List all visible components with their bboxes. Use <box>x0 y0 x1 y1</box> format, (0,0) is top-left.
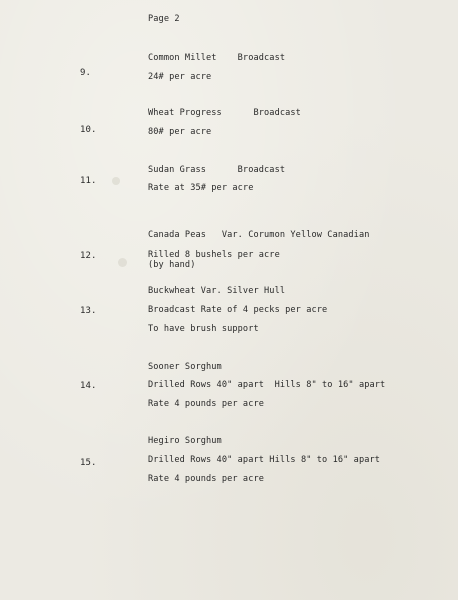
entry-number-12: 12. <box>80 251 97 261</box>
entry-13-line-2: Broadcast Rate of 4 pecks per acre <box>148 305 328 315</box>
paper-blemish <box>112 177 120 185</box>
page-label: Page 2 <box>148 14 180 24</box>
entry-number-14: 14. <box>80 381 97 391</box>
entry-14-line-3: Rate 4 pounds per acre <box>148 399 265 409</box>
entry-13-line-1: Buckwheat Var. Silver Hull <box>148 286 286 296</box>
entry-10-line-1: Wheat Progress Broadcast <box>148 108 301 118</box>
entry-number-10: 10. <box>80 125 97 135</box>
entry-15-line-3: Rate 4 pounds per acre <box>148 474 265 484</box>
entry-9-line-2: 24# per acre <box>148 72 212 82</box>
entry-12-line-1: Canada Peas Var. Corumon Yellow Canadian <box>148 230 370 240</box>
entry-11-line-1: Sudan Grass Broadcast <box>148 165 286 175</box>
entry-10-line-2: 80# per acre <box>148 127 212 137</box>
entry-number-15: 15. <box>80 458 97 468</box>
entry-12-line-2: Rilled 8 bushels per acre <box>148 250 280 260</box>
entry-number-11: 11. <box>80 176 97 186</box>
paper-blemish <box>118 258 127 267</box>
entry-13-line-3: To have brush support <box>148 324 259 334</box>
entry-number-9: 9. <box>80 68 92 78</box>
entry-14-line-1: Sooner Sorghum <box>148 362 222 372</box>
entry-11-line-2: Rate at 35# per acre <box>148 183 254 193</box>
entry-15-line-2: Drilled Rows 40" apart Hills 8" to 16" apart <box>148 455 381 465</box>
entry-9-line-1: Common Millet Broadcast <box>148 53 286 63</box>
entry-14-line-2: Drilled Rows 40" apart Hills 8" to 16" apart <box>148 380 386 390</box>
entry-12-line-3: (by hand) <box>148 260 196 270</box>
entry-number-13: 13. <box>80 306 97 316</box>
entry-15-line-1: Hegiro Sorghum <box>148 436 222 446</box>
